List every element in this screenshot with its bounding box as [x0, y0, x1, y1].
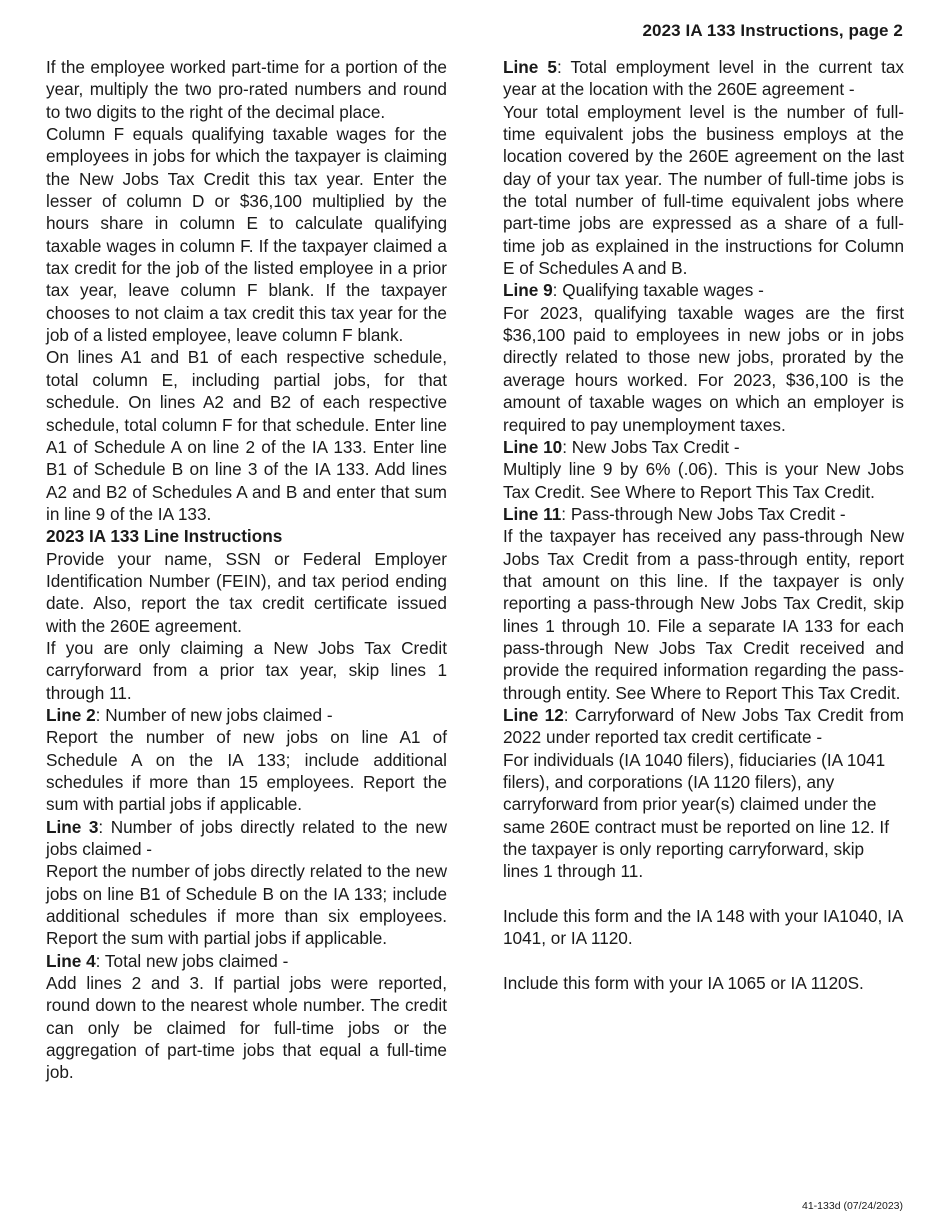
line-4-title: : Total new jobs claimed - — [95, 950, 289, 971]
line-5-text: Your total employment level is the number of full-time equivalent jobs the business employs at the location covered by the 260E agreement on the last day of your tax year. The number of full-time jobs is the total number of full-time equivalent jobs where part-time jobs are expressed as a share of a full-time job as explained in the instructions for Column E of Schedules A and B. — [503, 101, 904, 279]
line-11-label: Line 11 — [503, 503, 562, 524]
paragraph-lines-a1-b1: On lines A1 and B1 of each respective schedule, total column E, including partial jobs, for that schedule. On lines A2 and B2 of each respective schedule, total column F for that schedule. Enter line A1 of Schedule A on line 2 of the IA 133. Enter line B1 of Schedule B on line 3 of the IA 133. Add lines A2 and B2 of Schedules A and B and enter that sum in line 9 of the IA 133. — [46, 347, 447, 524]
paragraph-column-f: Column F equals qualifying taxable wages for the employees in jobs for which the taxpayer is claiming the New Jobs Tax Credit this tax year. Enter the lesser of column D or $36,100 multiplied by the hours share in column E to calculate qualifying taxable wages in column F. If the taxpayer claimed a tax credit for the job of the listed employee in a prior tax year, leave column F blank. If the taxpayer chooses to not claim a tax credit this tax year for the job of a listed employee, leave column F blank. — [46, 124, 447, 346]
line-2-label: Line 2 — [46, 704, 96, 725]
line-9-title: : Qualifying taxable wages - — [552, 280, 764, 301]
form-code: 41-133d (07/24/2023) — [802, 1200, 903, 1212]
section-heading: 2023 IA 133 Line Instructions — [46, 526, 283, 547]
line-11-heading — [503, 503, 904, 525]
line-4-text: Add lines 2 and 3. If partial jobs were reported, round down to the nearest whole number. The credit can only be claimed for full-time jobs or the aggregation of part-time jobs that equal a full-time job. — [46, 973, 447, 1083]
line-10-label: Line 10 — [503, 436, 563, 457]
line-10-text: Multiply line 9 by 6% (.06). This is your New Jobs Tax Credit. See Where to Report This Tax Credit. — [503, 459, 904, 502]
include-instruction-individual: Include this form and the IA 148 with your IA1040, IA 1041, or IA 1120. — [503, 906, 903, 949]
paragraph-provide-name: Provide your name, SSN or Federal Employer Identification Number (FEIN), and tax period ending date. Also, report the tax credit certificate issued with the 260E agreement. — [46, 548, 447, 636]
spacer — [503, 883, 904, 905]
include-instruction-partnership: Include this form with your IA 1065 or IA 1120S. — [503, 973, 864, 994]
line-9-text: For 2023, qualifying taxable wages are the first $36,100 paid to employees in new jobs or in jobs directly related to those new jobs, prorated by the average hours worked. For 2023, $36,100 is the amount of taxable wages on which an employer is required to pay unemployment taxes. — [503, 302, 904, 435]
line-3-title: : Number of jobs directly related to the new jobs claimed - — [46, 816, 447, 860]
line-4-label: Line 4 — [46, 950, 96, 971]
line-5-title: : Total employment level in the current tax year at the location with the 260E agreement - — [503, 57, 904, 100]
line-11-title: : Pass-through New Jobs Tax Credit - — [561, 503, 846, 524]
paragraph-part-time: If the employee worked part-time for a portion of the year, multiply the two pro-rated numbers and round to two digits to the right of the decimal place. — [46, 57, 447, 122]
line-3-label: Line 3 — [46, 816, 99, 837]
line-9-label: Line 9 — [503, 280, 553, 301]
line-3-heading — [46, 816, 447, 861]
page-title: 2023 IA 133 Instructions, page 2 — [642, 21, 903, 40]
line-12-heading — [503, 704, 904, 749]
line-2-text: Report the number of new jobs on line A1 of Schedule A on the IA 133; include additional schedules if more than 15 employees. Report the sum with partial jobs if applicable. — [46, 727, 447, 815]
spacer — [503, 950, 904, 972]
line-9-heading — [503, 279, 904, 301]
left-column — [46, 56, 447, 1084]
line-12-label: Line 12 — [503, 704, 564, 725]
line-2-title: : Number of new jobs claimed - — [95, 704, 333, 725]
line-11-text: If the taxpayer has received any pass-through New Jobs Tax Credit from a pass-through entity, report that amount on this line. If the taxpayer is only reporting a pass-through New Jobs Tax Credit, skip lines 1 through 10. File a separate IA 133 for each pass-through New Jobs Tax Credit received and provide the required information regarding the pass-through entity. See Where to Report This Tax Credit. — [503, 526, 904, 703]
line-5-label: Line 5 — [503, 57, 557, 77]
line-3-text: Report the number of jobs directly related to the new jobs on line B1 of Schedule B on the IA 133; include additional schedules if more than six employees. Report the sum with partial jobs if applicable. — [46, 861, 447, 949]
line-4-heading — [46, 950, 447, 972]
line-12-text: For individuals (IA 1040 filers), fiduciaries (IA 1041 filers), and corporations (IA 1120 filers), any carryforward from prior year(s) claimed under the same 260E contract must be reported on line 12. If the taxpayer is only reporting carryforward, skip lines 1 through 11. — [503, 749, 889, 882]
line-12-title: : Carryforward of New Jobs Tax Credit from 2022 under reported tax credit certificate - — [503, 704, 904, 748]
line-10-title: : New Jobs Tax Credit - — [562, 436, 740, 457]
line-5-heading — [503, 56, 904, 101]
line-10-heading — [503, 436, 904, 458]
paragraph-carryforward-skip: If you are only claiming a New Jobs Tax Credit carryforward from a prior tax year, skip lines 1 through 11. — [46, 637, 447, 703]
line-2-heading — [46, 704, 447, 726]
right-column — [503, 56, 904, 994]
